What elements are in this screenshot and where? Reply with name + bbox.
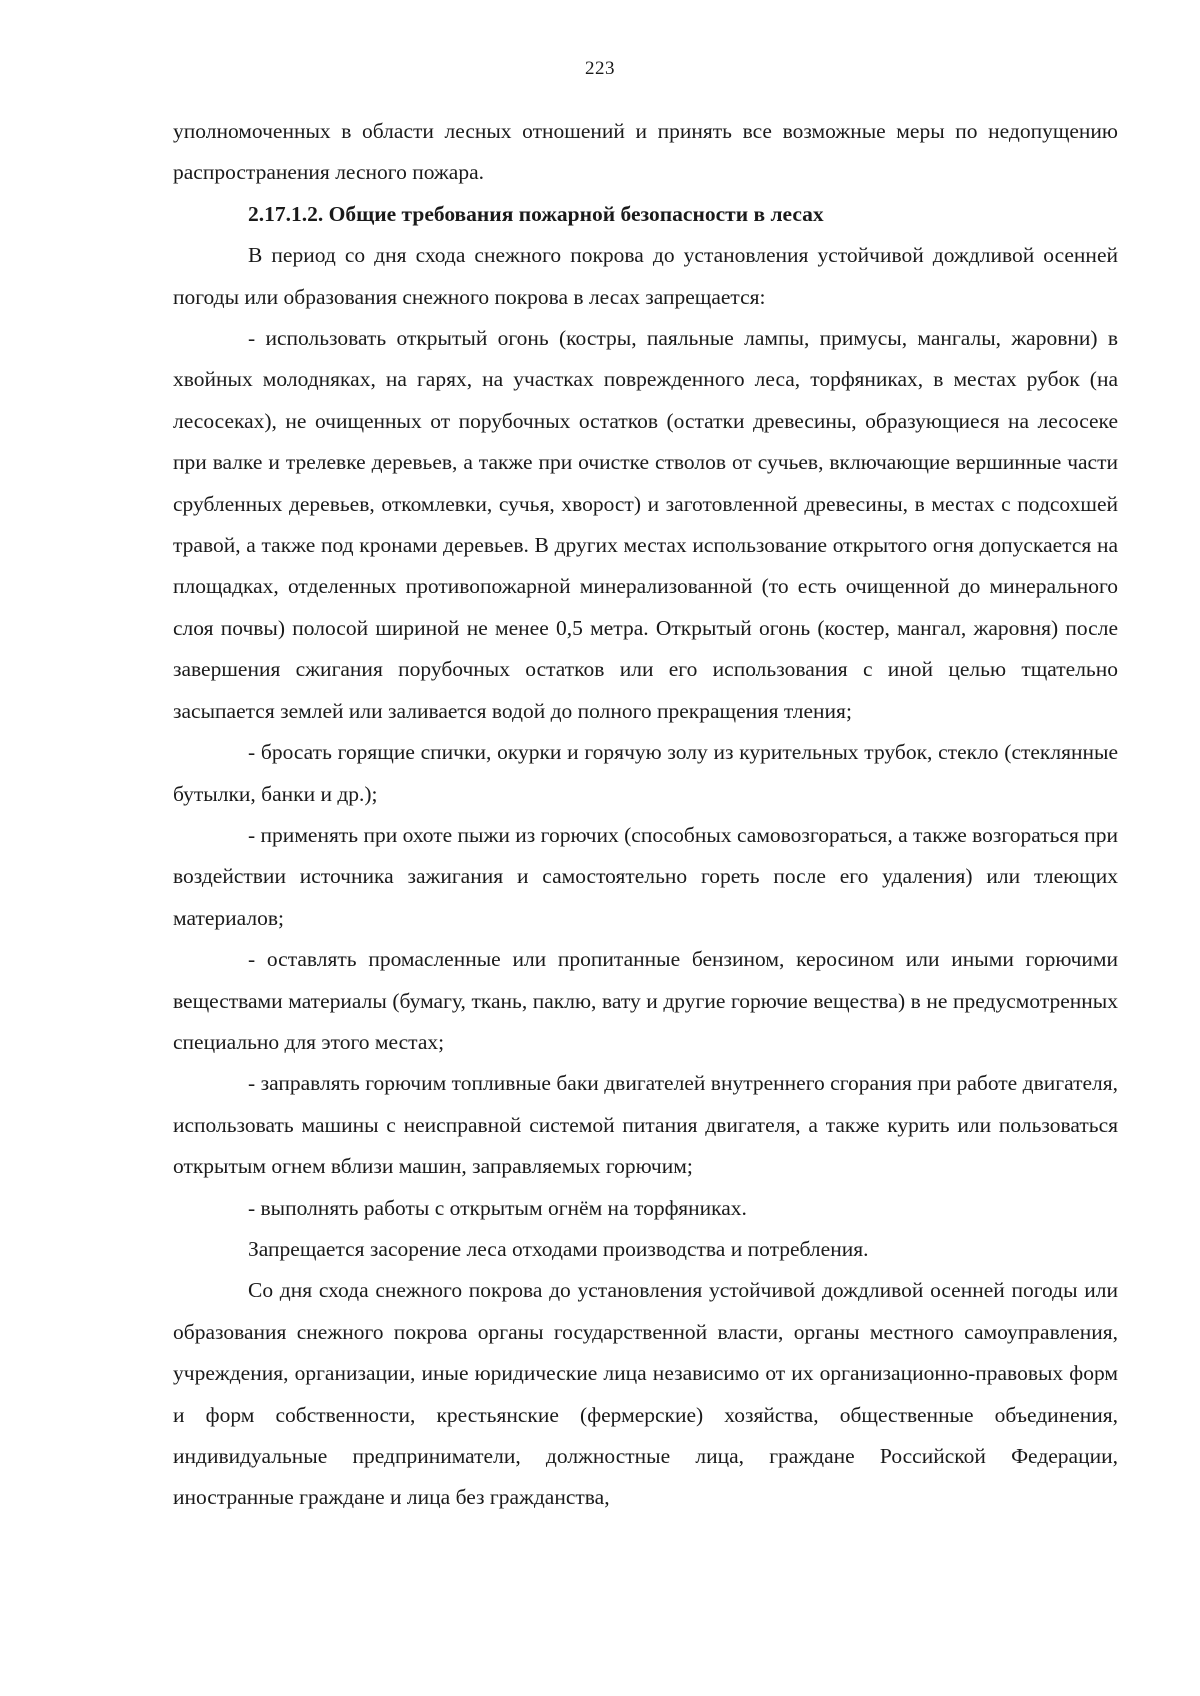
- prohibition-item-hunting-wads: - применять при охоте пыжи из горючих (способных самовозгораться, а также возгораться при воздействии источника зажигания и самостоятельно гореть после его удаления) или тлеющих материалов;: [173, 822, 1118, 930]
- prohibition-item-open-fire: - использовать открытый огонь (костры, паяльные лампы, примусы, мангалы, жаровни) в хвойных молодняках, на гарях, на участках поврежденного леса, торфяниках, в местах рубок (на лесосеках), не очищенных от порубочных остатков (остатки древесины, образующиеся на лесосеке при валке и трелевке деревьев, а также при очистке стволов от сучьев, включающие вершинные части срубленных деревьев, откомлевки, сучья, хворост) и заготовленной древесины, в местах с подсохшей травой, а также под кронами деревьев. В других местах использование открытого огня допускается на площадках, отделенных противопожарной минерализованной (то есть очищенной до минерального слоя почвы) полосой шириной не менее 0,5 метра. Открытый огонь (костер, мангал, жаровня) после завершения сжигания порубочных остатков или его использования с иной целью тщательно засыпается землей или заливается водой до полного прекращения тления;: [173, 326, 1118, 723]
- page-number: 223: [585, 58, 615, 79]
- document-body: [173, 111, 1118, 1519]
- continuation-paragraph: уполномоченных в области лесных отношений и принять все возможные меры по недопущению распространения лесного пожара.: [173, 119, 1118, 185]
- intro-paragraph: В период со дня схода снежного покрова до установления устойчивой дождливой осенней погоды или образования снежного покрова в лесах запрещается:: [173, 243, 1118, 309]
- waste-rule-paragraph: Запрещается засорение леса отходами производства и потребления.: [248, 1236, 869, 1261]
- final-paragraph: Со дня схода снежного покрова до установления устойчивой дождливой осенней погоды или образования снежного покрова органы государственной власти, органы местного самоуправления, учреждения, организации, иные юридические лица независимо от их организационно-правовых форм и форм собственности, крестьянские (фермерские) хозяйства, общественные объединения, индивидуальные предприниматели, должностные лица, граждане Российской Федерации, иностранные граждане и лица без гражданства,: [173, 1278, 1118, 1510]
- prohibition-item-peat-works: - выполнять работы с открытым огнём на торфяниках.: [248, 1195, 747, 1220]
- section-heading: 2.17.1.2. Общие требования пожарной безопасности в лесах: [248, 201, 824, 226]
- prohibition-item-matches: - бросать горящие спички, окурки и горячую золу из курительных трубок, стекло (стеклянные бутылки, банки и др.);: [173, 740, 1118, 806]
- prohibition-item-refueling: - заправлять горючим топливные баки двигателей внутреннего сгорания при работе двигателя, использовать машины с неисправной системой питания двигателя, а также курить или пользоваться открытым огнем вблизи машин, заправляемых горючим;: [173, 1071, 1118, 1179]
- prohibition-item-oily-materials: - оставлять промасленные или пропитанные бензином, керосином или иными горючими веществами материалы (бумагу, ткань, паклю, вату и другие горючие вещества) в не предусмотренных специально для этого местах;: [173, 947, 1118, 1054]
